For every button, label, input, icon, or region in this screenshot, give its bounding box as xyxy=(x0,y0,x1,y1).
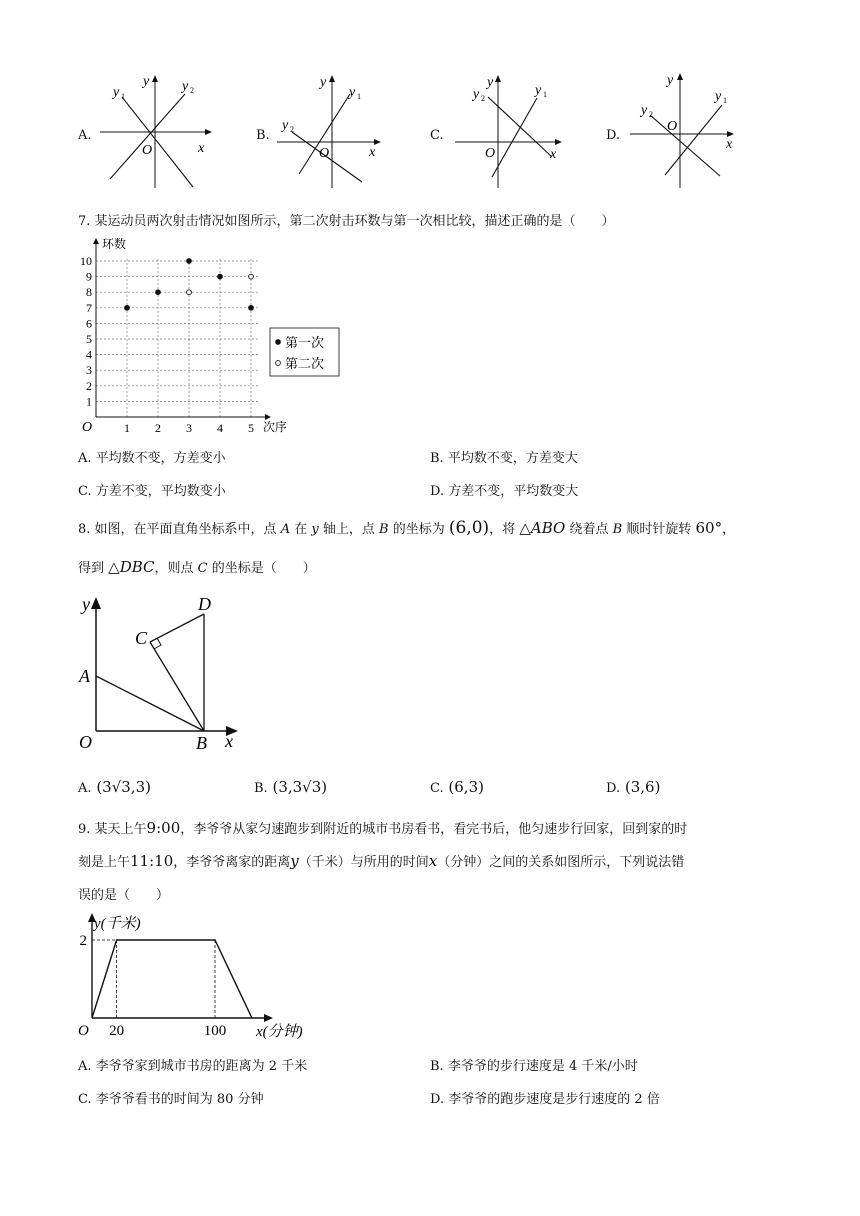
q7-option-b[interactable]: B. 平均数不变，方差变大 xyxy=(430,451,578,466)
x-axis-label: x xyxy=(369,145,376,160)
origin-label: O xyxy=(667,119,678,134)
origin-label: O xyxy=(82,420,93,435)
y-tick-label: 6 xyxy=(86,316,92,331)
chart-ticks xyxy=(80,254,254,435)
legend-marker xyxy=(276,340,281,345)
x-axis-title: x(分钟) xyxy=(256,1024,303,1040)
q7-option-c[interactable]: C. 方差不变，平均数变小 xyxy=(78,484,226,499)
y-tick-label: 7 xyxy=(86,300,92,315)
point-first xyxy=(187,259,192,264)
svg-text:2: 2 xyxy=(190,86,194,95)
q9-line-chart xyxy=(74,910,349,1040)
svg-text:1: 1 xyxy=(543,90,547,99)
q8-option-d[interactable]: D. (3,6) xyxy=(606,778,661,796)
q9-stem-line2: 刻是上午11:10，李爷爷离家的距离y（千米）与所用的时间x（分钟）之间的关系如图所示，下列说法错 xyxy=(78,852,685,870)
y-axis-label: y xyxy=(82,594,90,614)
q7-option-a[interactable]: A. 平均数不变，方差变小 xyxy=(78,451,226,466)
q9-option-c[interactable]: C. 李爷爷看书的时间为 80 分钟 xyxy=(78,1092,264,1107)
q7-stem: 7. 某运动员两次射击情况如图所示，第二次射击环数与第一次相比较，描述正确的是（ ） xyxy=(78,214,615,229)
q6-option-b-label: B. xyxy=(256,128,270,143)
q8-stem-line1: 8. 如图，在平面直角坐标系中，点 A 在 y 轴上，点 B 的坐标为 (6,0)，将 △ABO 绕着点 B 顺时针旋转 60°， xyxy=(78,518,736,538)
point-second xyxy=(249,274,254,279)
x-tick-label: 4 xyxy=(217,421,223,435)
q9-option-b[interactable]: B. 李爷爷的步行速度是 4 千米/小时 xyxy=(430,1059,638,1074)
q6-graph-d xyxy=(625,70,750,192)
y-axis-title: y(千米) xyxy=(94,916,141,932)
point-second xyxy=(187,290,192,295)
svg-text:1: 1 xyxy=(357,92,361,101)
q8-option-a[interactable]: A. (3√3,3) xyxy=(78,778,151,796)
distance-line xyxy=(92,940,252,1018)
y-axis-title: 环数 xyxy=(102,237,127,251)
y1-label: y xyxy=(113,85,120,100)
q8-option-c[interactable]: C. (6,3) xyxy=(430,778,484,796)
point-first xyxy=(125,305,130,310)
y1-label: y xyxy=(715,89,722,104)
y2-label: y xyxy=(282,118,289,133)
x-tick-label: 3 xyxy=(186,421,192,435)
chart-line xyxy=(92,940,252,1018)
q7-scatter-chart xyxy=(74,234,325,439)
q8-stem-line2: 得到 △DBC，则点 C 的坐标是（ ） xyxy=(78,558,316,576)
y-tick-label: 10 xyxy=(80,254,92,268)
origin-label: O xyxy=(79,732,92,752)
x-axis-label: x xyxy=(198,141,205,156)
point-first xyxy=(249,305,254,310)
svg-text:2: 2 xyxy=(649,110,653,119)
chart-legend xyxy=(270,328,339,376)
y-tick-label: 1 xyxy=(86,394,92,409)
x-tick-label: 20 xyxy=(109,1023,125,1039)
svg-text:2: 2 xyxy=(290,125,294,134)
x-axis-label: x xyxy=(225,731,233,751)
origin-label: O xyxy=(485,146,496,161)
svg-text:1: 1 xyxy=(723,96,727,105)
q6-graph-b xyxy=(272,72,397,192)
y-axis-label: y xyxy=(667,73,674,88)
point-b-label: B xyxy=(196,733,207,753)
point-first xyxy=(156,290,161,295)
legend-label: 第二次 xyxy=(285,357,325,372)
x-tick-label: 1 xyxy=(124,421,130,435)
y1-label: y xyxy=(535,83,542,98)
x-tick-label: 100 xyxy=(203,1023,227,1039)
chart-grid xyxy=(96,257,259,417)
x-axis-label: x xyxy=(726,137,733,152)
x-axis-arrow xyxy=(264,1014,273,1022)
legend-marker xyxy=(276,361,281,366)
q8-figure xyxy=(74,592,254,757)
origin-label: O xyxy=(78,1023,89,1039)
q9-option-a[interactable]: A. 李爷爷家到城市书房的距离为 2 千米 xyxy=(78,1059,308,1074)
q6-graph-a xyxy=(95,72,220,192)
q6-graph-c xyxy=(450,72,575,192)
y-tick-label: 3 xyxy=(86,363,92,378)
point-d-label: D xyxy=(198,594,211,614)
origin-label: O xyxy=(319,146,330,161)
y2-label: y xyxy=(182,79,189,94)
x-tick-label: 5 xyxy=(248,421,254,435)
point-c-label: C xyxy=(135,628,148,648)
svg-text:1: 1 xyxy=(121,92,125,101)
y-tick-label: 9 xyxy=(86,269,92,284)
y-tick-label: 4 xyxy=(86,347,92,362)
y-axis-label: y xyxy=(487,75,494,90)
chart-axes xyxy=(93,238,271,420)
y2-label: y xyxy=(641,103,648,118)
y-axis-label: y xyxy=(320,75,327,90)
q7-option-d[interactable]: D. 方差不变，平均数变大 xyxy=(430,484,579,499)
y-tick-label: 5 xyxy=(86,332,92,346)
origin-label: O xyxy=(142,143,153,158)
legend-label: 第一次 xyxy=(285,336,325,351)
x-tick-label: 2 xyxy=(155,421,161,435)
q9-option-d[interactable]: D. 李爷爷的跑步速度是步行速度的 2 倍 xyxy=(430,1092,660,1107)
y-axis-arrow xyxy=(93,238,99,244)
point-a-label: A xyxy=(79,666,90,686)
y2-label: y xyxy=(473,87,480,102)
q6-option-d-label: D. xyxy=(606,128,621,143)
x-axis-label: x xyxy=(550,147,557,162)
x-axis-title: 次序 xyxy=(263,420,288,434)
q6-option-c-label: C. xyxy=(430,128,444,143)
y1-label: y xyxy=(349,85,356,100)
y-tick-label: 2 xyxy=(86,378,92,393)
y-tick-label: 8 xyxy=(86,285,92,300)
point-first xyxy=(218,274,223,279)
q8-option-b[interactable]: B. (3,3√3) xyxy=(254,778,328,796)
y-axis-label: y xyxy=(143,74,150,89)
chart-guides xyxy=(92,940,215,1018)
q9-stem-line3: 误的是（ ） xyxy=(78,888,170,903)
q9-stem-line1: 9. 某天上午9:00，李爷爷从家匀速跑步到附近的城市书房看书，看完书后，他匀速步行回家，回到家的时 xyxy=(78,819,688,837)
q6-option-a-label: A. xyxy=(78,128,92,143)
svg-text:2: 2 xyxy=(481,94,485,103)
y-tick-label: 2 xyxy=(79,933,87,949)
coord-b: (6,0) xyxy=(448,518,490,538)
